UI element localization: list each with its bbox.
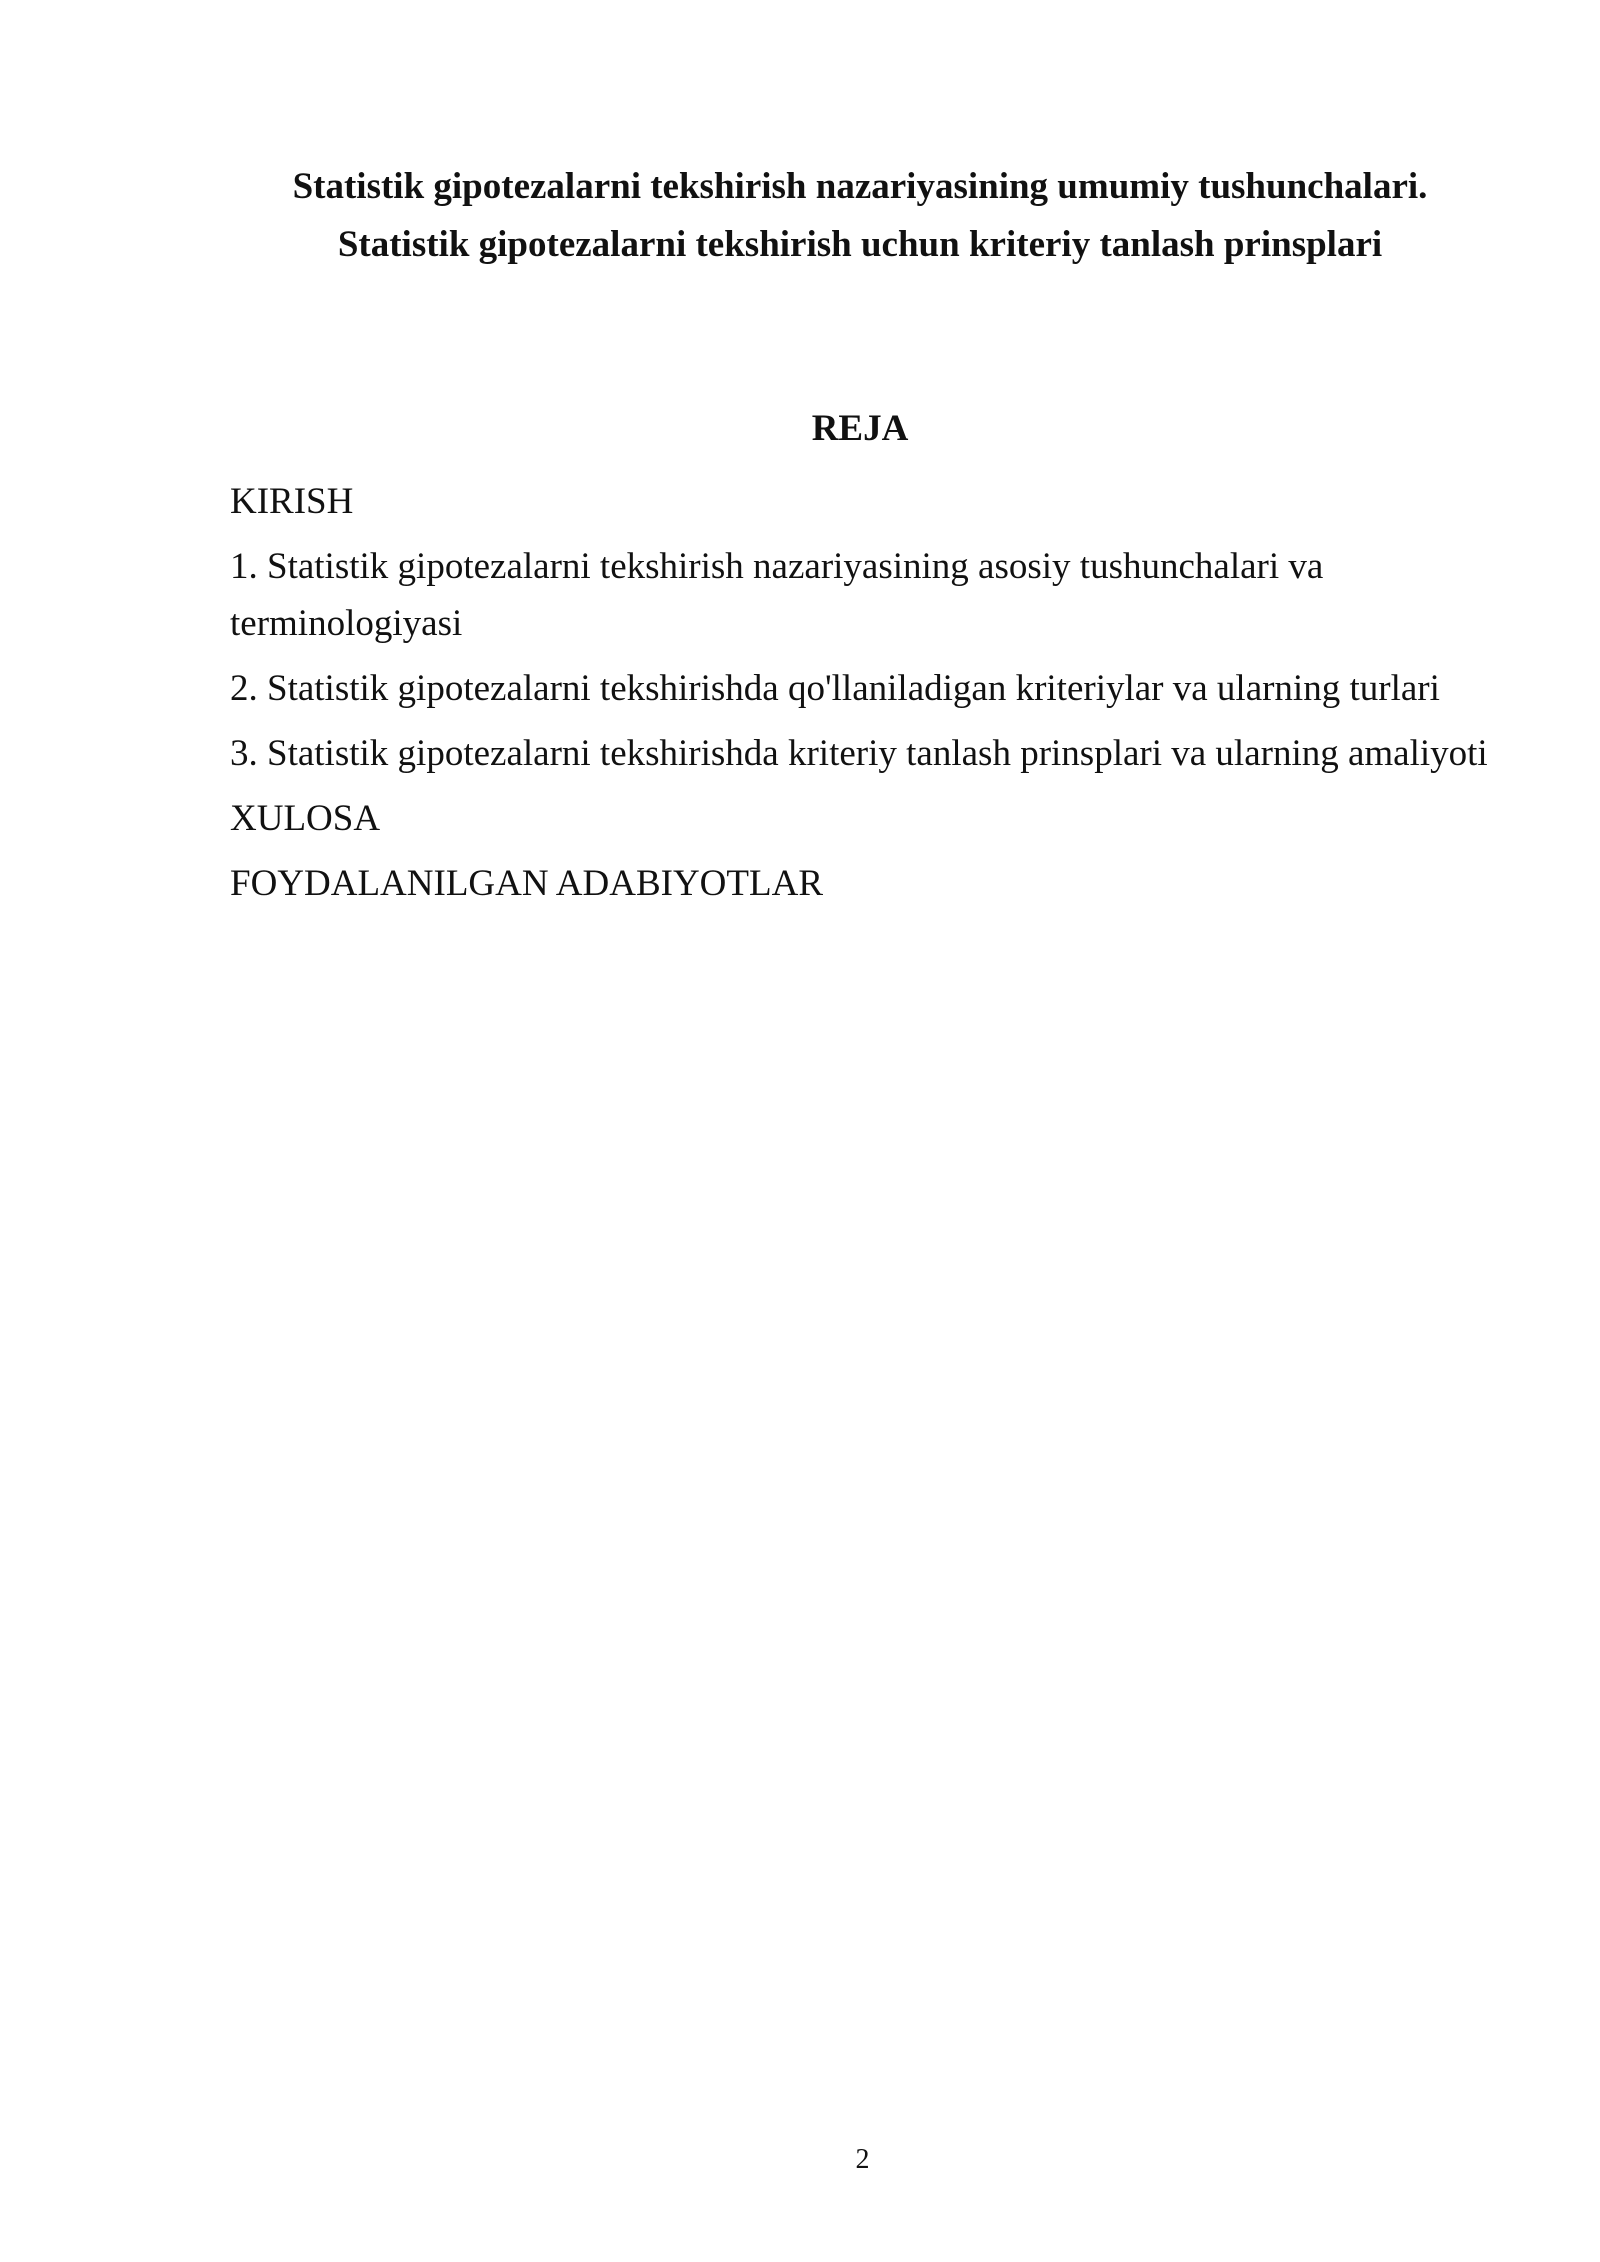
plan-item-3: 3. Statistik gipotezalarni tekshirishda kriteriy tanlash prinsplari va ularning amaliyoti bbox=[230, 733, 1488, 774]
title-line-1: Statistik gipotezalarni tekshirish nazariyasining umumiy tushunchalari. bbox=[292, 166, 1428, 207]
page-number: 2 bbox=[855, 2144, 870, 2175]
plan-item-introduction: KIRISH bbox=[230, 481, 354, 522]
plan-heading: REJA bbox=[811, 408, 909, 449]
plan-item-conclusion: XULOSA bbox=[230, 798, 381, 839]
plan-item-2: 2. Statistik gipotezalarni tekshirishda qo'llaniladigan kriteriylar va ularning turlari bbox=[230, 668, 1440, 709]
plan-item-references: FOYDALANILGAN ADABIYOTLAR bbox=[230, 863, 823, 904]
plan-list bbox=[230, 473, 1500, 920]
document-title bbox=[230, 158, 1490, 274]
title-line-2: Statistik gipotezalarni tekshirish uchun kriteriy tanlash prinsplari bbox=[337, 224, 1383, 265]
plan-item-1: 1. Statistik gipotezalarni tekshirish nazariyasining asosiy tushunchalari va terminologiyasi bbox=[230, 546, 1324, 644]
